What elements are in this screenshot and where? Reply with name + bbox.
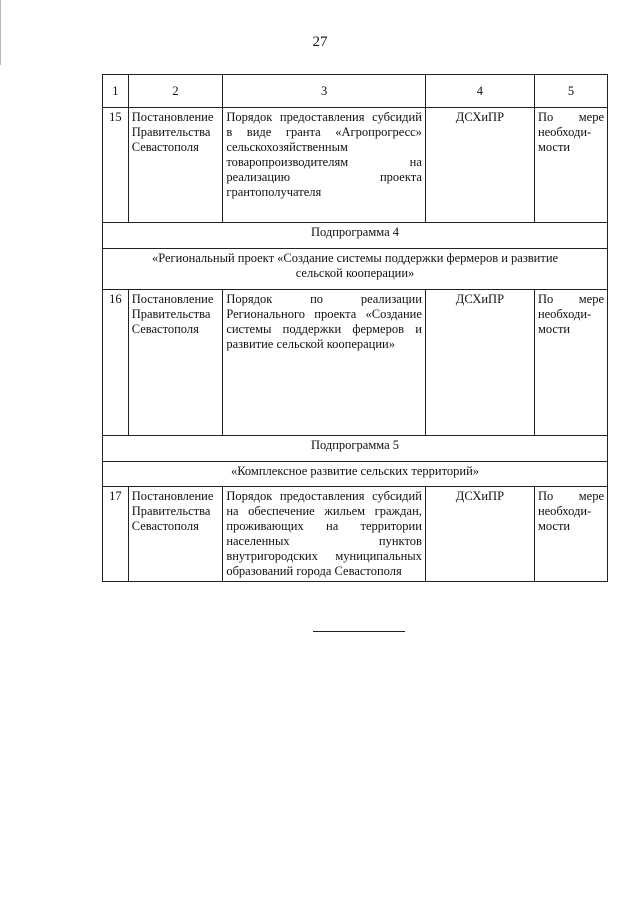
page-number: 27 (312, 34, 328, 50)
subprogram-title: Подпрограмма 5 (103, 436, 608, 462)
table-row (103, 108, 608, 223)
column-header-3: 3 (223, 75, 426, 108)
row-number-text: 17 (109, 489, 122, 503)
project-row (103, 462, 608, 487)
executor: ДСХиПР (425, 108, 534, 223)
subprogram-title: Подпрограмма 4 (103, 223, 608, 249)
term: По мере необходи-мости (534, 290, 607, 436)
act-type: Постановление Правительства Севастополя (128, 487, 223, 582)
margin-mark (0, 0, 3, 65)
column-header-5: 5 (534, 75, 607, 108)
act-title: Порядок предоставления субсидий на обеспечение жильем граждан, проживающих на территории населенных пунктов внутригородских муниципальных образований города Севастополя (223, 487, 426, 582)
measures-table (102, 74, 608, 582)
project-title: «Комплексное развитие сельских территорий» (103, 462, 608, 487)
act-type: Постановление Правительства Севастополя (128, 108, 223, 223)
column-header-4: 4 (425, 75, 534, 108)
term: По мере необходи-мости (534, 487, 607, 582)
table-header-row (103, 75, 608, 108)
row-number (103, 108, 129, 223)
table-row (103, 290, 608, 436)
subprogram-row (103, 223, 608, 249)
column-header-2: 2 (128, 75, 223, 108)
act-title: Порядок по реализации Регионального проекта «Создание системы поддержки фермеров и развитие сельской кооперации» (223, 290, 426, 436)
act-type: Постановление Правительства Севастополя (128, 290, 223, 436)
term: По мере необходи-мости (534, 108, 607, 223)
project-row (103, 249, 608, 290)
table-row (103, 487, 608, 582)
row-number (103, 290, 129, 436)
act-title: Порядок предоставления субсидий в виде гранта «Агропрогресс» сельскохозяйственным товаропроизводителям на реализацию проекта грантополучателя (223, 108, 426, 223)
column-header-1: 1 (103, 75, 129, 108)
row-number (103, 487, 129, 582)
row-number-text: 15 (109, 110, 122, 124)
end-of-document-line (313, 631, 405, 632)
executor: ДСХиПР (425, 487, 534, 582)
row-number-text: 16 (109, 292, 122, 306)
executor: ДСХиПР (425, 290, 534, 436)
subprogram-row (103, 436, 608, 462)
project-title: «Региональный проект «Создание системы поддержки фермеров и развитие сельской кооперации» (103, 249, 608, 290)
